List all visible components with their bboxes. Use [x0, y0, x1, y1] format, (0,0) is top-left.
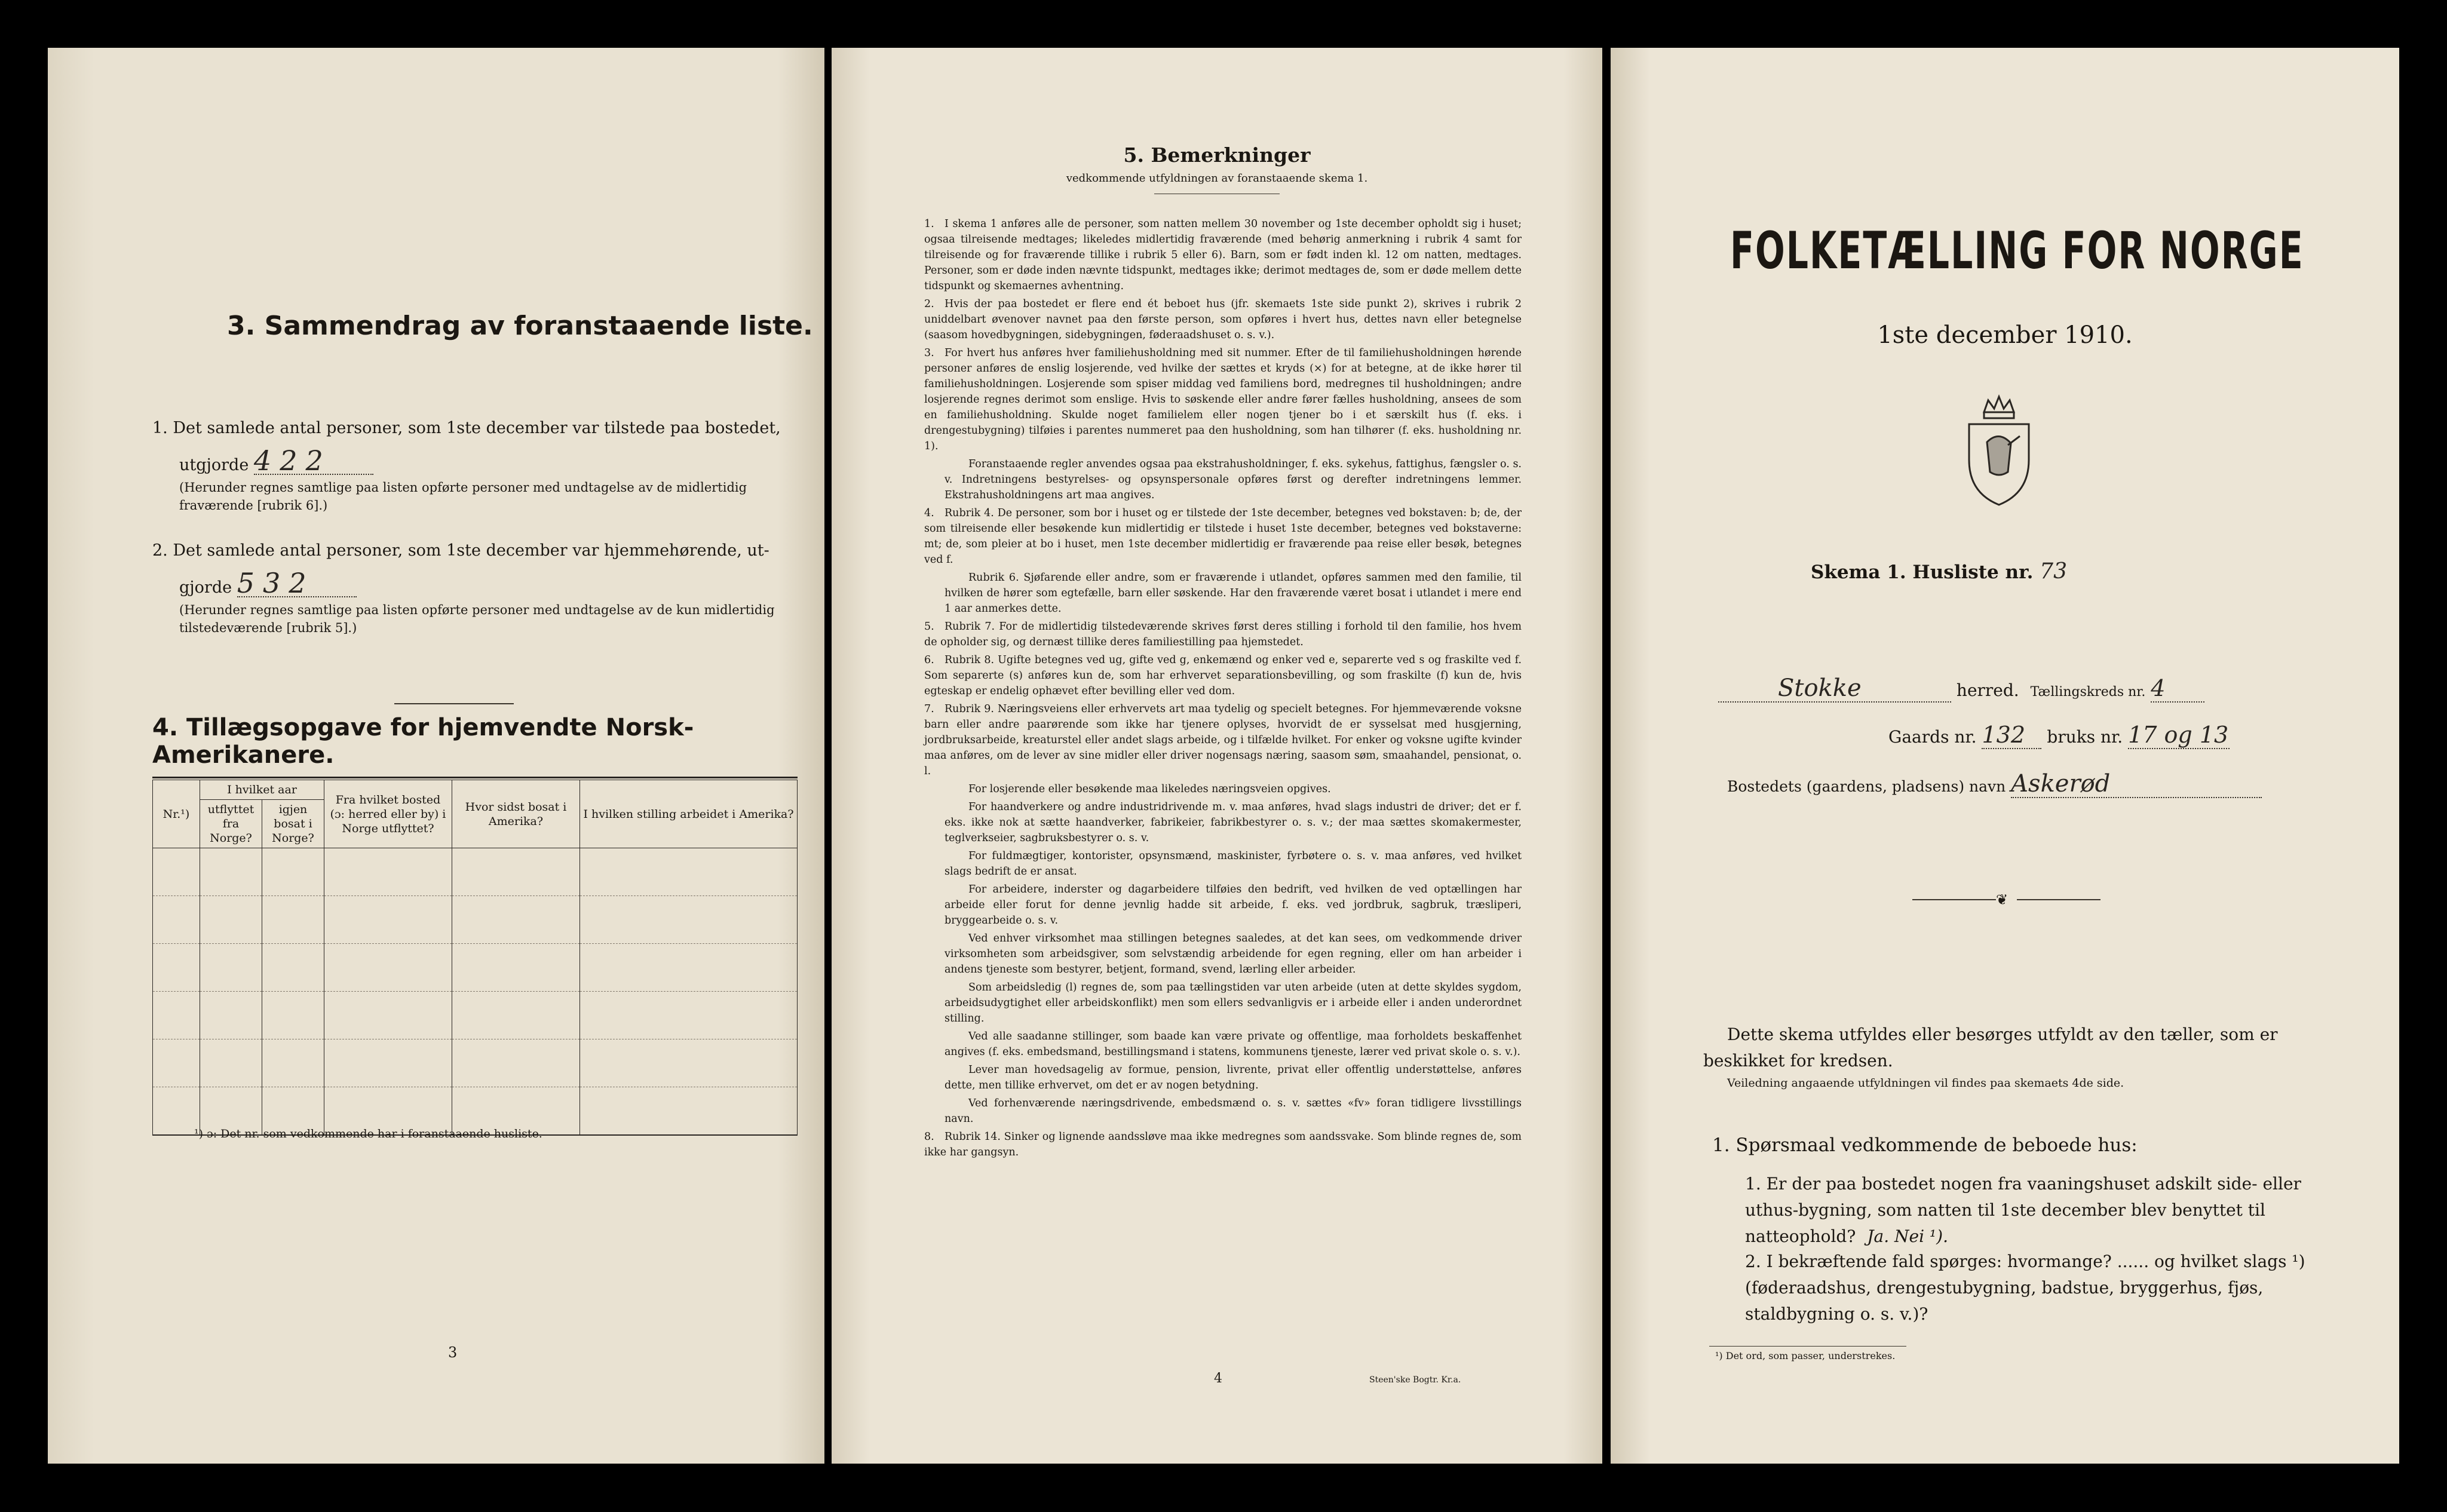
section3-item2-text: 2. Det samlede antal personer, som 1ste december var hjemmehørende, ut-: [152, 541, 769, 560]
table-cell: [200, 848, 262, 896]
form-title: FOLKETÆLLING FOR NORGE: [1730, 221, 2304, 281]
table-cell: [153, 848, 200, 896]
table-cell: [153, 1087, 200, 1136]
remark-number: 3.: [924, 347, 934, 359]
kreds-value: 4: [2151, 675, 2204, 703]
col-group-year: I hvilket aar: [200, 780, 324, 800]
ornament-left: [1912, 899, 1996, 900]
bosted-label: Bostedets (gaardens, pladsens) navn: [1727, 778, 2006, 795]
remark-number: 7.: [924, 703, 934, 715]
table-cell: [262, 848, 324, 896]
page-number-4: 4: [1214, 1371, 1222, 1386]
table-cell: [452, 1039, 580, 1087]
section3-item1-note: (Herunder regnes samtlige paa listen opførte personer med undtagelse av de midlertidig fraværende [rubrik 6].): [179, 480, 747, 513]
table-cell: [580, 848, 798, 896]
section3-item2-note: (Herunder regnes samtlige paa listen opførte personer med undtagelse av de kun midlertidig tilstedeværende [rubrik 5].): [179, 603, 775, 635]
remark-text: Rubrik 7. For de midlertidig tilstedeværende skrives først deres stilling i forhold til den familie, hos hvem de opholder sig, og dernæst tillike deres familiestilling paa hjemstedet.: [924, 621, 1522, 648]
col-fra-bosted: Fra hvilket bosted (ɔ: herred eller by) i Norge utflyttet?: [324, 780, 452, 848]
question-1-text: 1. Er der paa bostedet nogen fra vaaningshuset adskilt side- eller uthus-bygning, som natten til 1ste december blev benyttet til natteophold?: [1745, 1174, 2301, 1246]
section3-heading: 3. Sammendrag av foranstaaende liste.: [227, 311, 813, 341]
page-middle: [832, 48, 1602, 1464]
remark-paragraph: [924, 1129, 1522, 1160]
herred-label: herred.: [1956, 680, 2019, 700]
section3-item2-prefix: gjorde: [179, 578, 232, 597]
table-body: [153, 848, 798, 1136]
herred-value: Stokke: [1718, 675, 1951, 703]
col-stilling: I hvilken stilling arbeidet i Amerika?: [580, 780, 798, 848]
table-row: [153, 848, 798, 896]
section4-footnote: ¹) ɔ: Det nr. som vedkommende har i foranstaaende husliste.: [194, 1127, 542, 1140]
remarks-body: [924, 216, 1522, 1163]
question-1: [1745, 1171, 2319, 1250]
remark-number: 5.: [924, 621, 934, 633]
table-cell: [452, 944, 580, 992]
remark-text: Rubrik 9. Næringsveiens eller erhvervets art maa tydelig og specielt betegnes. For hjemmeværende voksne barn eller andre paarørende som ikke har tjenere oplyses, hvorvidt de er sysselsat med husgjerning, jordbruksarbeide, kreaturstel eller andet slags arbeide, og i tilfælde hvilket. For enker og voksne ugifte kvinder maa anføres, om de lever av sine midler eller driver nogensags næring, saasom søm, smaahandel, pensionat, o. l.: [924, 703, 1522, 777]
questions-heading: 1. Spørsmaal vedkommende de beboede hus:: [1712, 1134, 2138, 1156]
table-cell: [324, 896, 452, 944]
instruction-note: Veiledning angaaende utfyldningen vil findes paa skemaets 4de side.: [1727, 1077, 2124, 1090]
table-row: [153, 896, 798, 944]
remark-text: For hvert hus anføres hver familiehusholdning med sit nummer. Efter de til familiehusholdningen hørende personer anføres de enslig losjerende, ved hvilke der sættes et kryds (×) for at betegne, at de ikke hører til familiehusholdningen. Losjerende som spiser middag ved familiens bord, medregnes til husholdningen; andre losjerende regnes derimot som enslige. Hvis to søskende eller andre fører fælles husholdning, ansees de som en familiehusholdning. Skulde noget familielem eller nogen tjener bo i et særskilt hus (f. eks. i drengestubygning) tilføies i parentes nummeret paa den husholdning, som han tilhører (f. eks. husholdning nr. 1).: [924, 347, 1522, 452]
form-date: 1ste december 1910.: [1877, 321, 2133, 349]
table-cell: [153, 896, 200, 944]
printer-mark: Steen'ske Bogtr. Kr.a.: [1369, 1375, 1461, 1385]
section4-heading: 4. Tillægsopgave for hjemvendte Norsk-Amerikanere.: [152, 714, 694, 769]
question-1-answer: Ja. Nei ¹).: [1867, 1226, 1948, 1246]
col-nr: Nr.¹): [153, 780, 200, 848]
remark-paragraph: Ved alle saadanne stillinger, som baade kan være private og offentlige, maa forholdets beskaffenhet angives (f. eks. embedsmand, bestillingsmand i statens, kommunens tjeneste, lærer ved privat skole o. s. v.).: [945, 1031, 1522, 1058]
gaards-line: [1888, 722, 2230, 750]
table-cell: [452, 992, 580, 1039]
remark-text: Rubrik 14. Sinker og lignende aandssløve maa ikke medregnes som aandssvake. Som blinde regnes de, som ikke har gangsyn.: [924, 1131, 1522, 1158]
table-cell: [324, 944, 452, 992]
table-cell: [452, 896, 580, 944]
ornament-right: [2017, 899, 2101, 900]
table-cell: [200, 992, 262, 1039]
bruks-label: bruks nr.: [2047, 727, 2123, 747]
remark-text: Rubrik 8. Ugifte betegnes ved ug, gifte ved g, enkemænd og enker ved e, separerte ved s og fraskilte ved f. Som separerte (s) anføres kun de, som har erhvervet separationsbevilling, og som fraskilte (f) kun de, hvis egteskap er endelig ophævet efter bevilling eller ved dom.: [924, 654, 1522, 697]
page3-footnote: ¹) Det ord, som passer, understrekes.: [1715, 1350, 1896, 1361]
gaards-label: Gaards nr.: [1888, 727, 1977, 747]
bosted-value: Askerød: [2011, 771, 2262, 798]
table-cell: [153, 944, 200, 992]
remarks-subheading: vedkommende utfyldningen av foranstaaende skema 1.: [1066, 172, 1368, 185]
table-cell: [262, 896, 324, 944]
remark-text: Hvis der paa bostedet er flere end ét beboet hus (jfr. skemaets 1ste side punkt 2), skrives i rubrik 2 uniddelbart øvenover navnet paa den første person, som opføres i hvert hus, dettes navn eller betegnelse (saasom hovedbygningen, sidebygningen, føderaadshuset o. s. v.).: [924, 298, 1522, 341]
ornament-icon: ❦: [1996, 891, 2008, 908]
remark-paragraph: For fuldmægtiger, kontorister, opsynsmænd, maskinister, fyrbøtere o. s. v. maa anføres, ved hvilket slags bedrift de er ansat.: [945, 850, 1522, 878]
table-cell: [200, 1039, 262, 1087]
remark-paragraph: Ved enhver virksomhet maa stillingen betegnes saaledes, at det kan sees, om vedkommende driver virksomheten som arbeidsgiver, som selvstændig arbeidende for egen regning, eller om han arbeider i andens tjeneste som bestyrer, betjent, formand, svend, lærling eller arbeider.: [945, 933, 1522, 976]
table-cell: [580, 944, 798, 992]
remark-paragraph: [924, 652, 1522, 699]
table-cell: [580, 1039, 798, 1087]
remark-number: 2.: [924, 298, 934, 310]
remark-paragraph: Foranstaaende regler anvendes ogsaa paa ekstrahusholdninger, f. eks. sykehus, fattighus, fængsler o. s. v. Indretningens bestyrelses- og opsynspersonale opføres først og derefter indretningens lemmer. Ekstrahusholdningens art maa angives.: [945, 458, 1522, 501]
coat-of-arms-icon: [1951, 388, 2047, 508]
table-cell: [200, 944, 262, 992]
footnote-rule: [1709, 1346, 1906, 1347]
section3-item2: [152, 538, 798, 637]
table-row: [153, 1039, 798, 1087]
col-hvor-bosat: Hvor sidst bosat i Amerika?: [452, 780, 580, 848]
skema-line: [1811, 559, 2067, 585]
gaards-value: 132: [1982, 722, 2041, 749]
table-cell: [324, 992, 452, 1039]
bruks-value: 17 og 13: [2128, 722, 2229, 748]
divider: [394, 703, 514, 704]
herred-line: [1718, 675, 2328, 706]
kreds-label: Tællingskreds nr.: [2030, 685, 2146, 700]
remark-number: 8.: [924, 1131, 934, 1143]
remark-paragraph: Som arbeidsledig (l) regnes de, som paa tællingstiden var uten arbeide (uten at dette skyldes sygdom, arbeidsudygtighet eller arbeidskonflikt) men som ellers sedvanligvis er i arbeide eller i anden underordnet stilling.: [945, 982, 1522, 1025]
remark-paragraph: [924, 619, 1522, 650]
husliste-nr: 73: [2040, 559, 2067, 584]
norsk-amerikanere-table: [152, 780, 798, 1136]
col-utflyttet: utflyttet fra Norge?: [200, 800, 262, 848]
remark-number: 4.: [924, 507, 934, 519]
table-cell: [580, 896, 798, 944]
section3-item2-value: 532: [237, 570, 357, 597]
instruction: Dette skema utfyldes eller besørges utfyldt av den tæller, som er beskikket for kredsen.: [1703, 1025, 2278, 1071]
table-cell: [262, 992, 324, 1039]
remarks-heading: 5. Bemerkninger: [1123, 143, 1311, 167]
remark-paragraph: Ved forhenværende næringsdrivende, embedsmænd o. s. v. sættes «fv» foran tidligere livsstillings navn.: [945, 1097, 1522, 1125]
table-row: [153, 992, 798, 1039]
table-cell: [324, 1039, 452, 1087]
remark-number: 1.: [924, 218, 934, 230]
remark-paragraph: [924, 296, 1522, 343]
remark-paragraph: [924, 701, 1522, 779]
remark-paragraph: For arbeidere, inderster og dagarbeidere tilføies den bedrift, ved hvilken de ved optællingen har arbeide eller forut for denne jevnlig hadde sit arbeide, f. eks. ved jordbruk, sagbruk, træsliperi, bryggearbeide o. s. v.: [945, 884, 1522, 927]
page-right: [1611, 48, 2399, 1464]
table-cell: [580, 992, 798, 1039]
table-cell: [153, 1039, 200, 1087]
table-cell: [153, 992, 200, 1039]
remark-paragraph: For haandverkere og andre industridrivende m. v. maa anføres, hvad slags industri de driver; det er f. eks. ikke nok at sætte haandverker, fabrikeier, fabrikbestyrer o. s. v.; der maa sættes skomakermester, teglverkseier, sagbruksbestyrer o. s. v.: [945, 801, 1522, 844]
section3-item1: [152, 415, 798, 514]
table-cell: [200, 896, 262, 944]
remark-paragraph: Rubrik 6. Sjøfarende eller andre, som er fraværende i utlandet, opføres sammen med den familie, til hvilken de hører som egtefælle, barn eller søskende. Har den fraværende været bosat i utlandet i mere end 1 aar anmerkes dette.: [945, 572, 1522, 615]
question-2: 2. I bekræftende fald spørges: hvormange? ...... og hvilket slags ¹) (føderaadshus, drengestubygning, badstue, bryggerhus, fjøs, staldbygning o. s. v.)?: [1745, 1252, 2305, 1324]
remark-paragraph: [924, 345, 1522, 454]
table-top-rule: [152, 777, 798, 778]
skema-label: Skema 1. Husliste nr.: [1811, 562, 2034, 583]
section3-item1-value: 422: [254, 447, 373, 475]
remark-paragraph: For losjerende eller besøkende maa likeledes næringsveien opgives.: [968, 783, 1331, 795]
table-cell: [580, 1087, 798, 1136]
table-row: [153, 944, 798, 992]
remark-text: Rubrik 4. De personer, som bor i huset og er tilstede der 1ste december, betegnes ved bokstaven: b; de, der som tilreisende eller besøkende kun midlertidig er tilstede i huset 1ste december, betegnes ved bokstaverne: mt; de, som pleier at bo i huset, men 1ste december midlertidig er fraværende paa reise eller besøk, betegnes ved f.: [924, 507, 1522, 566]
remark-paragraph: [924, 216, 1522, 294]
table-cell: [262, 944, 324, 992]
remark-number: 6.: [924, 654, 934, 666]
col-igjen-bosat: igjen bosat i Norge?: [262, 800, 324, 848]
bosted-line: [1727, 771, 2262, 800]
table-cell: [324, 848, 452, 896]
page-number-3: 3: [448, 1344, 458, 1361]
table-cell: [262, 1039, 324, 1087]
section3-item1-prefix: utgjorde: [179, 456, 249, 474]
table-cell: [452, 848, 580, 896]
remark-text: I skema 1 anføres alle de personer, som natten mellem 30 november og 1ste december opholdt sig i huset; ogsaa tilreisende medtages; likeledes midlertidig fraværende (med behørig anmerkning i rubrik 4 samt for tilreisende og for fraværende tillike i rubrik 5 eller 6). Barn, som er født inden kl. 12 om natten, medtages. Personer, som er døde inden nævnte tidspunkt, medtages ikke; derimot medtages de, som er døde mellem dette tidspunkt og skemaernes avhentning.: [924, 218, 1522, 292]
page-left: [48, 48, 824, 1464]
remark-paragraph: [924, 505, 1522, 568]
section3-item1-text: 1. Det samlede antal personer, som 1ste december var tilstede paa bostedet,: [152, 419, 781, 437]
remark-paragraph: Lever man hovedsagelig av formue, pension, livrente, privat eller offentlig understøttelse, anføres dette, men tillike erhvervet, om det er av nogen betydning.: [945, 1064, 1522, 1091]
